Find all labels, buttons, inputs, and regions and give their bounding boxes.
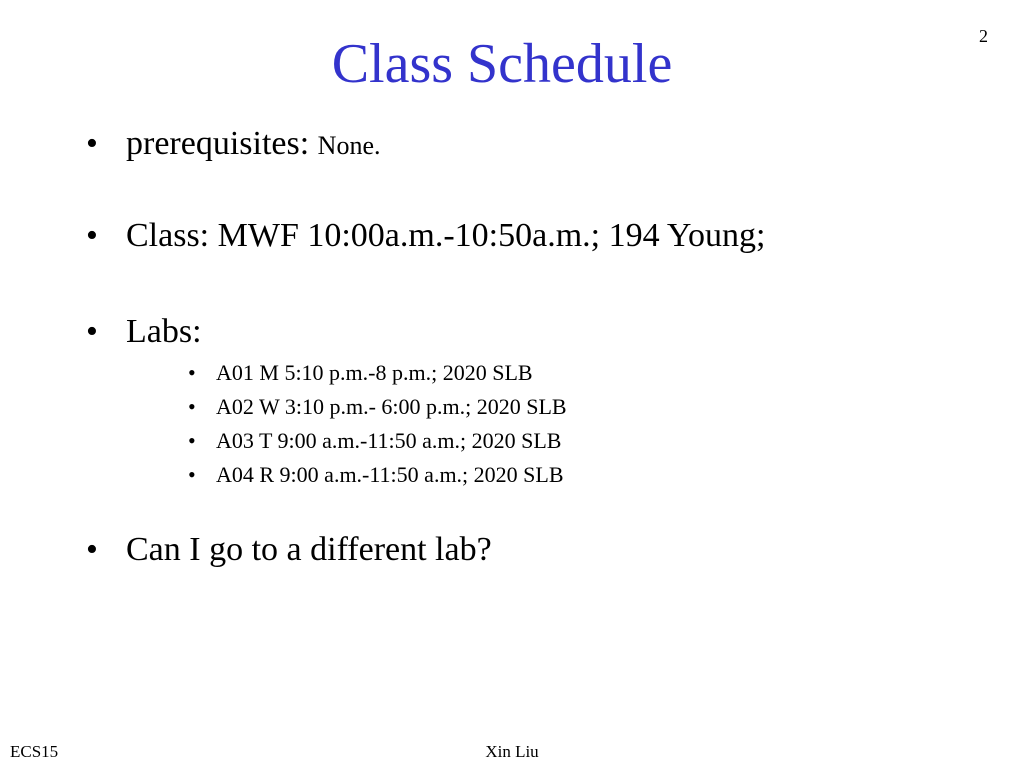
lab-item-text: A02 W 3:10 p.m.- 6:00 p.m.; 2020 SLB — [216, 394, 567, 419]
question-text: Can I go to a different lab? — [126, 531, 492, 568]
lab-item-text: A04 R 9:00 a.m.-11:50 a.m.; 2020 SLB — [216, 462, 564, 487]
page-number: 2 — [979, 26, 988, 46]
lab-item-text: A03 T 9:00 a.m.-11:50 a.m.; 2020 SLB — [216, 428, 562, 453]
bullet-class — [86, 216, 765, 256]
sub-bullet-glyph: • — [188, 360, 196, 385]
bullet-question — [86, 530, 492, 570]
bullet-labs — [86, 312, 202, 352]
lab-item-a02 — [188, 390, 567, 424]
lab-list — [188, 356, 567, 492]
footer-author: Xin Liu — [485, 742, 539, 761]
labs-text: Labs: — [126, 313, 202, 350]
prerequisites-label: prerequisites: — [126, 125, 318, 162]
sub-bullet-glyph: • — [188, 394, 196, 419]
bullet-glyph: • — [86, 531, 98, 568]
lab-item-text: A01 M 5:10 p.m.-8 p.m.; 2020 SLB — [216, 360, 533, 385]
lab-item-a03 — [188, 424, 567, 458]
bullet-glyph: • — [86, 125, 98, 162]
sub-bullet-glyph: • — [188, 428, 196, 453]
lab-item-a01 — [188, 356, 567, 390]
slide-title: Class Schedule — [331, 33, 673, 95]
sub-bullet-glyph: • — [188, 462, 196, 487]
prerequisites-value: None. — [317, 131, 381, 160]
bullet-prerequisites — [86, 124, 381, 166]
footer-course: ECS15 — [10, 742, 59, 761]
class-text: Class: MWF 10:00a.m.-10:50a.m.; 194 Young; — [126, 217, 766, 254]
bullet-glyph: • — [86, 217, 98, 254]
bullet-glyph: • — [86, 313, 98, 350]
lab-item-a04 — [188, 458, 567, 492]
